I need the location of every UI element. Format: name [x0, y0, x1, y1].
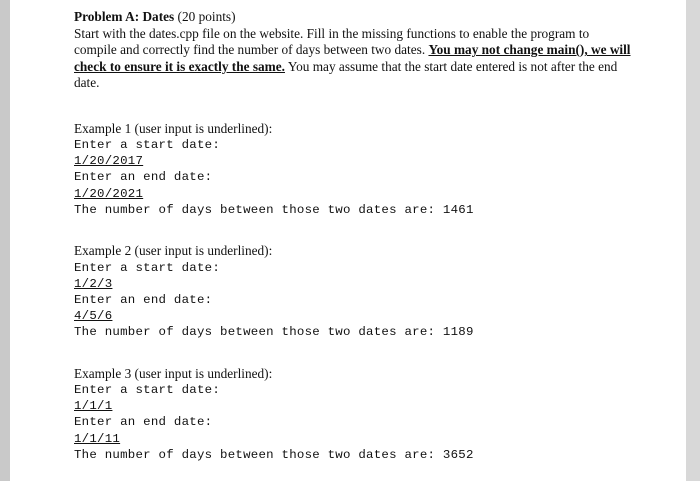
problem-title: Problem A: Dates	[74, 9, 175, 24]
example-3	[74, 366, 634, 464]
user-input-end-date: 1/20/2021	[74, 186, 144, 201]
user-input-end-date: 4/5/6	[74, 309, 113, 324]
example-heading: Example 3 (user input is underlined):	[74, 365, 273, 381]
result-line: The number of days between those two dates are: 3652	[74, 447, 474, 462]
prompt-start-date: Enter a start date:	[74, 138, 221, 152]
example-2	[74, 243, 634, 341]
prompt-start-date: Enter a start date:	[74, 383, 221, 398]
problem-description-end: You may assume that the start date entered is not after the end date.	[74, 58, 618, 90]
right-margin-bar	[686, 0, 700, 481]
result-line: The number of days between those two dates are: 1461	[74, 202, 474, 217]
user-input-start-date: 1/20/2017	[74, 154, 144, 169]
prompt-end-date: Enter an end date:	[74, 415, 213, 430]
example-heading: Example 2 (user input is underlined):	[74, 243, 273, 259]
document-page	[10, 0, 686, 481]
problem-points: (20 points)	[174, 9, 236, 24]
problem-warning: You may not change main(), we will check to ensure it is exactly the same.	[74, 42, 631, 74]
problem-statement	[74, 9, 634, 92]
user-input-end-date: 1/1/11	[74, 431, 121, 446]
prompt-start-date: Enter a start date:	[74, 260, 221, 275]
example-heading: Example 1 (user input is underlined):	[74, 120, 273, 136]
prompt-end-date: Enter an end date:	[74, 292, 213, 307]
document-content	[74, 9, 634, 463]
problem-description: Start with the dates.cpp file on the website. Fill in the missing functions to enable the program to compile and correctly find the number of days between two dates.	[74, 25, 590, 57]
user-input-start-date: 1/2/3	[74, 276, 113, 291]
example-1	[74, 121, 634, 219]
user-input-start-date: 1/1/1	[74, 399, 113, 414]
left-margin-bar	[0, 0, 10, 481]
result-line: The number of days between those two dates are: 1189	[74, 325, 474, 340]
prompt-end-date: Enter an end date:	[74, 170, 213, 185]
